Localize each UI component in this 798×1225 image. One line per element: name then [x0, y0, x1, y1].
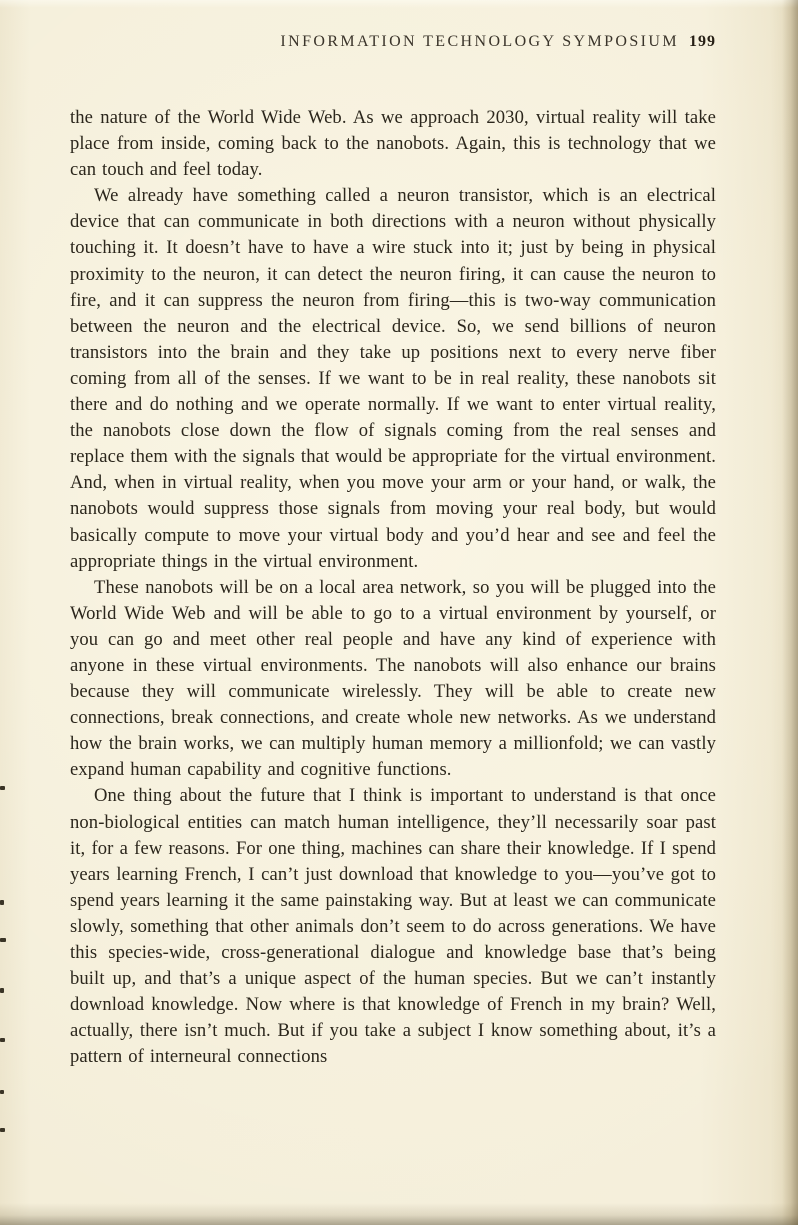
scan-artifact [0, 1038, 5, 1042]
paragraph-4: One thing about the future that I think is important to understand is that once non-biological entities can match human intelligence, they’ll necessarily soar past it, for a few reasons. For one thing, machines can share their knowledge. If I spend years learning French, I can’t just download that knowledge to you—you’ve got to spend years learning it the same painstaking way. But at least we can communicate slowly, something that other animals don’t seem to do across generations. We have this species-wide, cross-generational dialogue and knowledge base that’s being built up, and that’s a unique aspect of the human species. But we can’t instantly download knowledge. Now where is that knowledge of French in my brain? Well, actually, there isn’t much. But if you take a subject I know something about, it’s a pattern of interneural connections [70, 785, 716, 1068]
scan-artifact [0, 988, 4, 993]
paragraph-1: the nature of the World Wide Web. As we approach 2030, virtual reality will take place from inside, coming back to the nanobots. Again, this is technology that we can touch and feel today. [70, 107, 716, 181]
page-number: 199 [689, 33, 716, 50]
scan-artifact [0, 1128, 5, 1132]
running-title: INFORMATION TECHNOLOGY SYMPOSIUM [280, 33, 679, 50]
paragraph-2: We already have something called a neuron transistor, which is an electrical device that can communicate in both directions with a neuron without physically touching it. It doesn’t have to have a wire stuck into it; just by being in physical proximity to the neuron, it can detect the neuron firing, it can cause the neuron to fire, and it can suppress the neuron from firing—this is two-way communication between the neuron and the electrical device. So, we send billions of neuron transistors into the brain and they take up positions next to every nerve fiber coming from all of the senses. If we want to be in real reality, these nanobots sit there and do nothing and we operate normally. If we want to enter virtual reality, the nanobots close down the flow of signals coming from the real senses and replace them with the signals that would be appropriate for the virtual environment. And, when in virtual reality, when you move your arm or your hand, or walk, the nanobots would suppress those signals from moving your real body, but would basically compute to move your virtual body and you’d hear and see and feel the appropriate things in the virtual environment. [70, 185, 716, 572]
page-edge-shadow-right [782, 0, 798, 1225]
page-header [70, 33, 716, 51]
page-body [70, 105, 716, 1070]
scan-artifact [0, 900, 4, 905]
scan-artifact [0, 938, 6, 942]
scan-artifact [0, 786, 5, 790]
page-edge-shadow-bottom [0, 1203, 798, 1225]
page-edge-highlight [0, 0, 798, 8]
scan-artifact [0, 1090, 4, 1094]
paragraph-3: These nanobots will be on a local area network, so you will be plugged into the World Wide Web and will be able to go to a virtual environment by yourself, or you can go and meet other real people and have any kind of experience with anyone in these virtual environments. The nanobots will also enhance our brains because they will communicate wirelessly. They will be able to create new connections, break connections, and create whole new networks. As we understand how the brain works, we can multiply human memory a millionfold; we can vastly expand human capability and cognitive functions. [70, 576, 716, 781]
